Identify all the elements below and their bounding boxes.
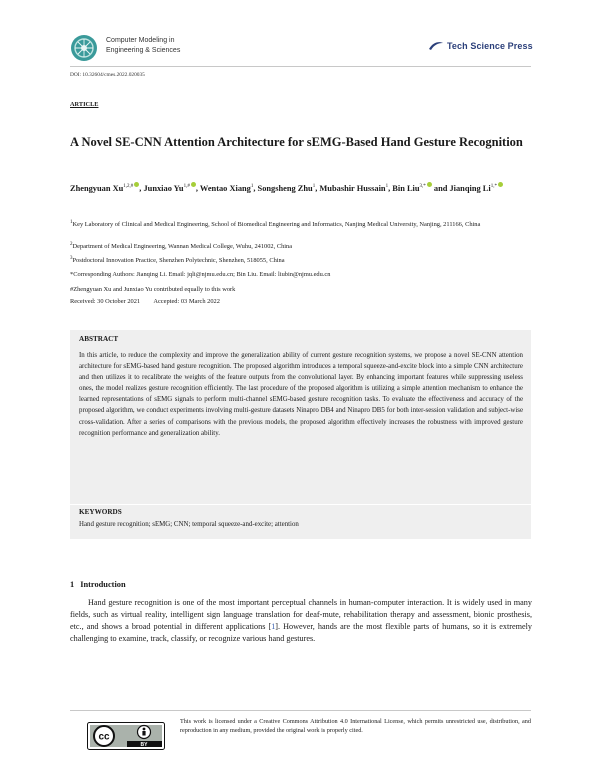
- author-affil-sup: 1,2,#: [123, 184, 134, 189]
- author-affil-sup: 1,*: [490, 184, 497, 189]
- publisher-swoosh-icon: [428, 40, 444, 52]
- accepted-date: Accepted: 03 March 2022: [153, 298, 220, 305]
- authors-conjunction: and: [433, 183, 448, 193]
- citation-link[interactable]: 1: [271, 621, 276, 631]
- received-date: Received: 30 October 2021: [70, 298, 141, 305]
- publisher-name: Tech Science Press: [447, 41, 533, 51]
- author-affil-sup: 1: [385, 184, 389, 189]
- doi[interactable]: DOI: 10.32604/cmes.2022.020035: [70, 72, 145, 78]
- author-affil-sup: 1,#: [183, 184, 190, 189]
- author-name: Songsheng Zhu: [257, 183, 313, 193]
- intro-paragraph: [70, 597, 532, 645]
- journal-name: [106, 36, 180, 56]
- affiliation-1: $^1$Key Laboratory of Clinical and Medical Engineering, School of Biomedical Engineering and Informatics, Nanjing Medical University, Nanjing, 211166, China: [70, 220, 481, 229]
- section-number: 1: [70, 580, 75, 589]
- affiliation-3: $^3$Postdoctoral Innovation Practice, Shenzhen Polytechnic, Shenzhen, 518055, China: [70, 256, 285, 265]
- orcid-icon[interactable]: [134, 182, 139, 187]
- author-name: Bin Liu: [392, 183, 420, 193]
- orcid-icon[interactable]: [427, 182, 432, 187]
- affiliation-text: Key Laboratory of Clinical and Medical Engineering, School of Biomedical Engineering and Informatics, Nanjing Medical University, Nanjing, 211166, China: [72, 221, 481, 229]
- orcid-icon[interactable]: [498, 182, 503, 187]
- intro-text-b: ]. However, hands are the most flexible parts of humans, so it is extremely challenging to examine, track, classify, or recognize various hand gestures.: [70, 621, 532, 643]
- publisher-logo: [428, 40, 533, 52]
- cc-by-license-icon[interactable]: [87, 722, 165, 750]
- section-heading: [70, 580, 126, 589]
- author-name: Junxiao Yu: [143, 183, 184, 193]
- author-name: Jianqing Li: [449, 183, 491, 193]
- intro-text-a: Hand gesture recognition is one of the most important perceptual channels in human-computer interaction. It is widely used in many fields, such as virtual reality, intelligent sign language translation for deaf-mute, rehabilitation therapy and assessment, bionic prosthesis, etc., and shows a broad potential in different applications [: [70, 598, 532, 631]
- by-badge-label: BY: [140, 742, 148, 748]
- author-name: Mubashir Hussain: [319, 183, 386, 193]
- corresponding-authors: *Corresponding Authors: Jianqing Li. Email: jqli@njmu.edu.cn; Bin Liu. Email: liubin@njmu.edu.cn: [70, 271, 331, 278]
- author-name: Zhengyuan Xu: [70, 183, 124, 193]
- orcid-icon[interactable]: [191, 182, 196, 187]
- keywords-heading: KEYWORDS: [79, 508, 122, 516]
- paper-title: A Novel SE-CNN Attention Architecture for sEMG-Based Hand Gesture Recognition: [70, 135, 523, 149]
- author-name: Wentao Xiang: [199, 183, 251, 193]
- article-type-label: ARTICLE: [70, 101, 99, 108]
- section-title-text: Introduction: [80, 580, 126, 589]
- author-list: Zhengyuan $Xu^{1,2,\#}$ , Junxiao $Yu^{1,\#}$ , Wentao Xiang$^1$, Songsheng Zhu$^1$, Mubashir Hussain$^1$, Bin Liu$^{3,*}$ and Jianqing $Li^{1,*}$: [70, 181, 534, 195]
- abstract-heading: ABSTRACT: [79, 335, 119, 343]
- affiliation-2: $^2$Department of Medical Engineering, Wannan Medical College, Wuhu, 241002, China: [70, 242, 293, 251]
- journal-logo-icon: [70, 34, 98, 62]
- journal-name-line2: Engineering & Sciences: [106, 47, 181, 54]
- abstract-text: In this article, to reduce the complexity and improve the generalization ability of current gesture recognition systems, we propose a novel SE-CNN attention architecture for sEMG-based hand gesture recognition. The proposed algorithm introduces a temporal squeeze-and-excite block into a simple CNN architecture and then utilizes it to recalibrate the weights of the feature outputs from the convolutional layer. By enhancing important features while suppressing useless ones, the model realizes gesture recognition efficiently. The last procedure of the proposed algorithm is utilizing a simple attention mechanism to enhance the learned representations of sEMG signals to perform multi-channel sEMG-based gesture recognition tasks. To evaluate the effectiveness and accuracy of the proposed algorithm, we conduct experiments involving multi-gesture datasets Ninapro DB4 and Ninapro DB5 for both inter-session validation and subject-wise cross-validation. After a series of comparisons with the previous models, the proposed algorithm effectively increases the robustness with improved gesture recognition performance and generalization ability.: [79, 352, 523, 437]
- keywords-text: Hand gesture recognition; sEMG; CNN; temporal squeeze-and-excite; attention: [79, 521, 299, 528]
- author-affil-sup: 1: [250, 184, 254, 189]
- journal-name-line1: Computer Modeling in: [106, 37, 175, 44]
- cc-badge-label: cc: [98, 731, 110, 743]
- author-affil-sup: 1: [312, 184, 316, 189]
- header-divider: [70, 66, 531, 67]
- footer-divider: [70, 710, 531, 711]
- affiliation-text: Department of Medical Engineering, Wannan Medical College, Wuhu, 241002, China: [72, 243, 293, 251]
- license-text: This work is licensed under a Creative Commons Attribution 4.0 International License, which permits unrestricted use, distribution, and reproduction in any medium, provided the original work is properly cited.: [180, 718, 531, 734]
- affiliation-text: Postdoctoral Innovation Practice, Shenzhen Polytechnic, Shenzhen, 518055, China: [72, 257, 285, 265]
- article-dates: [70, 298, 232, 305]
- author-affil-sup: 3,*: [419, 184, 426, 189]
- equal-contribution-note: #Zhengyuan Xu and Junxiao Yu contributed equally to this work: [70, 286, 236, 293]
